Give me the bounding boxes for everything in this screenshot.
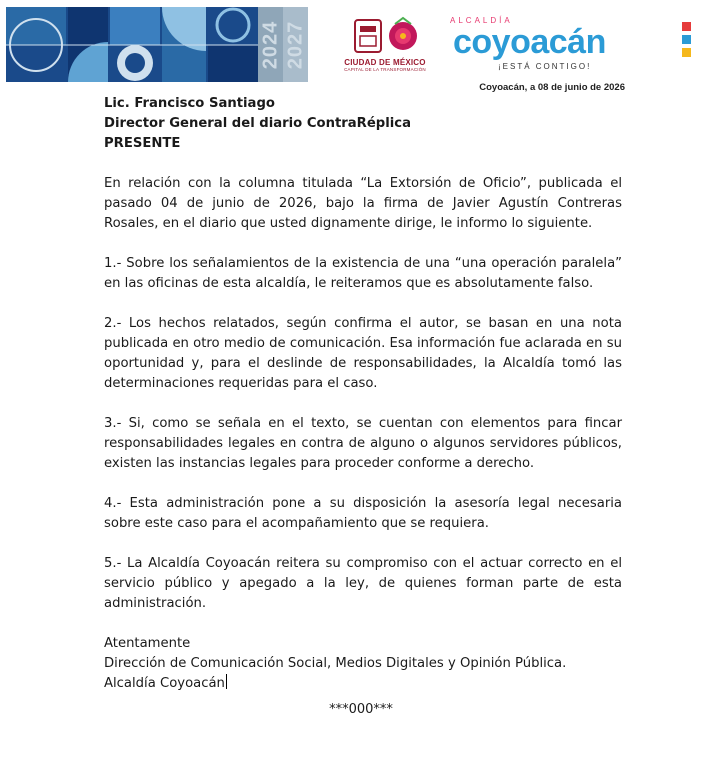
point-4-paragraph: 4.- Esta administración pone a su disposición la asesoría legal necesaria sobre este caso para el acompañamiento que se requiera. (104, 496, 622, 531)
year-label-end (283, 7, 308, 82)
text-cursor (226, 674, 227, 689)
cdmx-tagline: CAPITAL DE LA TRANSFORMACIÓN (344, 67, 426, 72)
cdmx-logo (340, 16, 430, 78)
recipient-presente: PRESENTE (104, 136, 181, 151)
point-1-paragraph: 1.- Sobre los señalamientos de la existencia de una “una operación paralela” en las oficinas de esta alcaldía, le reiteramos que es absolutamente falso. (104, 256, 622, 291)
color-squares-decoration (682, 22, 691, 66)
coyoacan-wordmark: coyoacán (453, 23, 606, 61)
coyoacan-alcaldia-label: ALCALDÍA (450, 16, 513, 25)
closing-signature-line[interactable] (104, 674, 622, 694)
header-years (258, 7, 309, 82)
intro-paragraph: En relación con la columna titulada “La Extorsión de Oficio”, publicada el pasado 04 de junio de 2026, bajo la firma de Javier Agustín Contreras Rosales, en el diario que usted dignamente dirige, le informo lo siguiente. (104, 176, 622, 231)
cdmx-emblem-icon (349, 16, 421, 56)
coyoacan-logo (450, 12, 660, 74)
coyoacan-tagline: ¡ESTÁ CONTIGO! (498, 62, 592, 71)
closing-salutation: Atentamente (104, 636, 191, 651)
end-mark: ***000*** (329, 702, 393, 717)
recipient-name: Lic. Francisco Santiago (104, 96, 275, 111)
year-label-start (258, 7, 283, 82)
year-start-text: 2024 (259, 20, 281, 69)
cdmx-name: CIUDAD DE MÉXICO (344, 58, 426, 67)
year-end-text: 2027 (284, 20, 306, 69)
recipient-block (104, 94, 622, 154)
point-2-paragraph: 2.- Los hechos relatados, según confirma el autor, se basan en una nota publicada en otro medio de comunicación. Esa información fue aclarada en su oportunidad y, para el deslinde de responsabilidades, la Alcaldía tomó las determinaciones requeridas para el caso. (104, 316, 622, 391)
point-3-paragraph: 3.- Si, como se señala en el texto, se cuentan con elementos para fincar responsabilidades legales en contra de alguno o algunos servidores públicos, existen las instancias legales para proceder conforme a derecho. (104, 416, 622, 471)
point-5-paragraph: 5.- La Alcaldía Coyoacán reitera su compromiso con el actuar correcto en el servicio público y apegado a la ley, de quienes forman parte de esta administración. (104, 556, 622, 611)
letter-date: Coyoacán, a 08 de junio de 2026 (479, 82, 625, 93)
closing-organization: Alcaldía Coyoacán (104, 676, 225, 691)
closing-department: Dirección de Comunicación Social, Medios Digitales y Opinión Pública. (104, 656, 567, 671)
recipient-title: Director General del diario ContraRéplica (104, 116, 411, 131)
closing-block (104, 634, 622, 694)
letter-body (104, 94, 622, 694)
